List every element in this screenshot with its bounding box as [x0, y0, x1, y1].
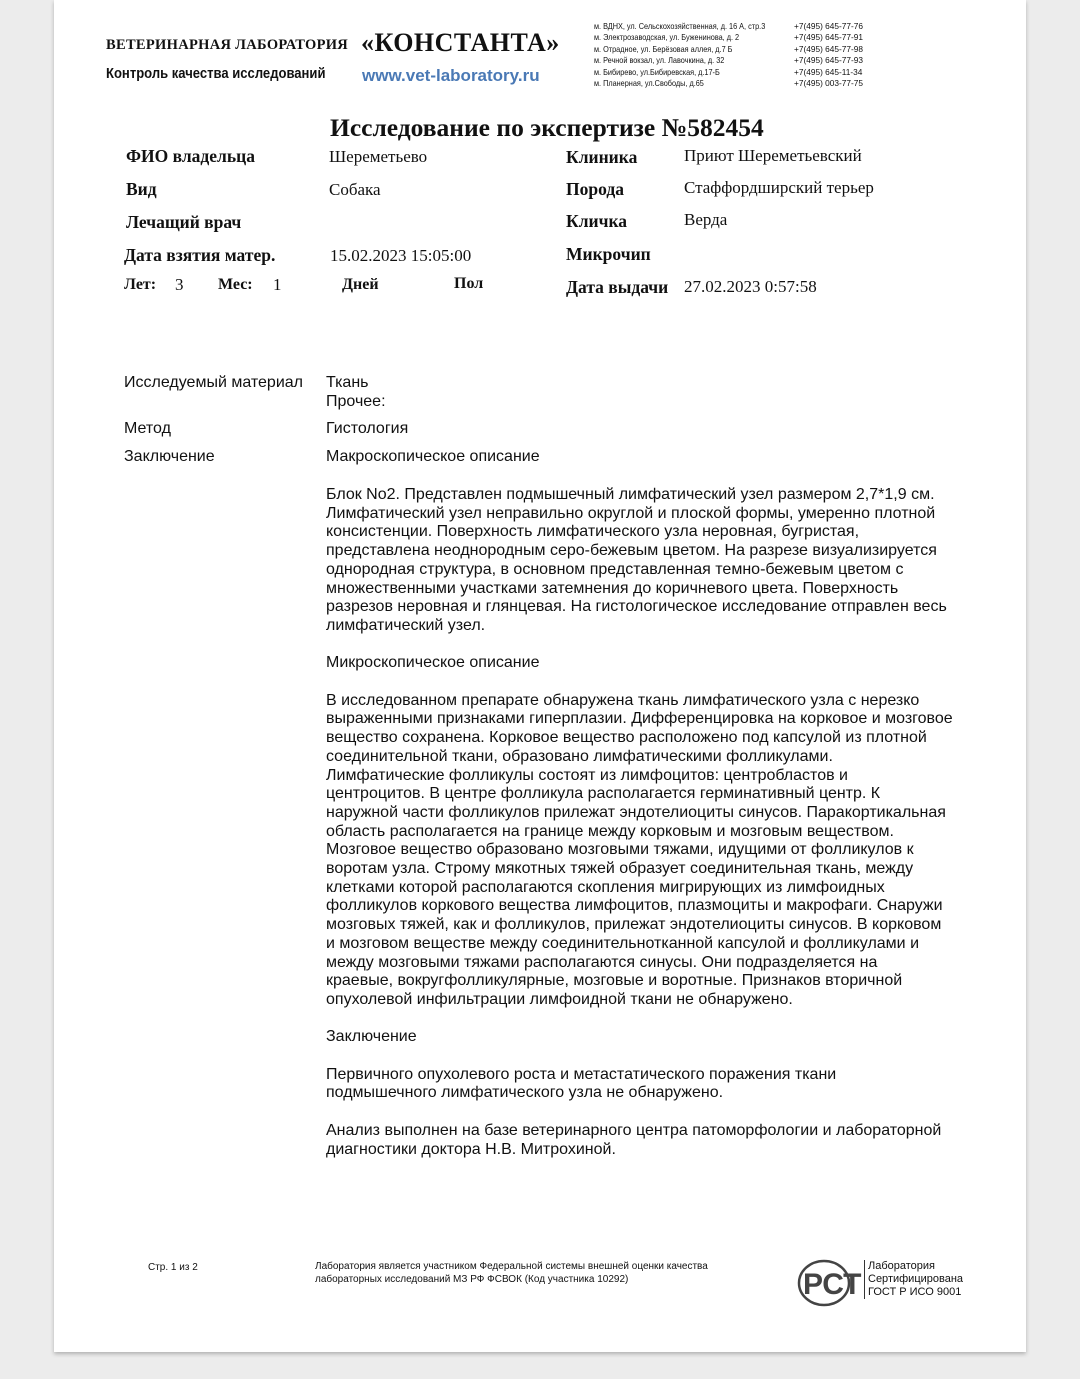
branch-item [594, 78, 874, 89]
cert-logo-text: РСТ [803, 1268, 862, 1301]
report-title: Исследование по экспертизе №582454 [330, 113, 764, 142]
doctor-label: Лечащий врач [126, 212, 242, 232]
text-line: воротам узла. Строму мякотных тяжей образует соединительная ткань, между [326, 860, 914, 878]
text-line: подмышечного лимфатического узла не обнаружено. [326, 1084, 724, 1102]
text-line: множественными участками затемнения до коричневого цвета. Поверхность [326, 579, 899, 597]
branch-item [594, 55, 874, 66]
text-line: вещество сохранена. Корковое вещество расположено под капсулой из плотной [326, 729, 927, 747]
findings-body [326, 477, 986, 1178]
text-line: однородная структура, в основном представленная темно-бежевым цветом с [326, 560, 904, 578]
chip-label: Микрочип [566, 244, 651, 264]
text-line: Лимфатические фолликулы состоят из лимфоцитов: центробластов и [326, 766, 848, 784]
micro-description [326, 692, 986, 1010]
certification-text [864, 1260, 963, 1299]
lab-website-link[interactable]: www.vet-laboratory.ru [362, 66, 540, 85]
text-line: выраженными признаками гиперплазии. Дифференцировка на корковое и мозговое [326, 710, 953, 728]
conclusion-heading: Заключение [326, 1028, 417, 1046]
material-label: Исследуемый материал [124, 374, 303, 391]
branch-item [594, 44, 874, 55]
sex-label: Пол [454, 275, 484, 292]
text-line: центроцитов. В центре фолликула располагается герминативный центр. К [326, 785, 881, 803]
branch-address: м. Речной вокзал, ул. Лавочкина, д. 32 [594, 55, 725, 66]
text-line: консистенции. Поверхность лимфатического узла неровная, бугристая, [326, 523, 860, 541]
branch-phone: +7(495) 645-77-93 [794, 55, 863, 66]
text-line: Лаборатория является участником Федеральной системы внешней оценки качества [315, 1261, 708, 1272]
material-other: Прочее: [326, 393, 386, 410]
branch-list [594, 21, 874, 89]
fsvok-note [315, 1261, 708, 1286]
lab-tagline: Контроль качества исследований [106, 66, 326, 82]
days-label: Дней [342, 276, 379, 293]
branch-item [594, 32, 874, 43]
branch-address: м. Отрадное, ул. Берёзовая аллея, д.7 Б [594, 43, 733, 54]
nickname-label: Кличка [566, 211, 628, 231]
branch-phone: +7(495) 645-77-91 [794, 32, 863, 43]
method-label: Метод [124, 420, 171, 437]
text-line: Лимфатический узел неправильно округлой и плоской формы, умеренно плотной [326, 504, 936, 522]
branch-item [594, 21, 874, 32]
text-line: наружной части фолликулов прилежат эндотелиоциты синусов. Паракортикальная [326, 803, 946, 821]
micro-heading: Микроскопическое описание [326, 654, 540, 672]
lab-name: ВЕТЕРИНАРНАЯ ЛАБОРАТОРИЯ [106, 37, 349, 53]
branch-item [594, 67, 874, 78]
conclusion-label: Заключение [124, 448, 215, 465]
text-line: Анализ выполнен на базе ветеринарного центра патоморфологии и лабораторной [326, 1121, 942, 1139]
issue-date-value: 27.02.2023 0:57:58 [684, 277, 817, 296]
text-line: соединительной ткани, образовано лимфатическими фолликулами. [326, 747, 833, 765]
species-value: Собака [329, 180, 381, 199]
owner-label: ФИО владельца [126, 146, 255, 166]
text-line: Лаборатория [868, 1260, 935, 1272]
certification-logo-icon [796, 1256, 862, 1310]
text-line: представлена неоднородным серо-бежевым цветом. На разрезе визуализируется [326, 542, 937, 560]
years-label: Лет: [124, 276, 157, 293]
text-line: опухолевой инфильтрации лимфоидной ткани не обнаружено. [326, 990, 793, 1008]
clinic-value: Приют Шереметьевский [684, 146, 862, 165]
text-line: область располагается на границе между корковым и мозговым веществом. [326, 822, 894, 840]
branch-phone: +7(495) 645-77-98 [794, 43, 863, 54]
macro-description [326, 486, 986, 636]
text-line: между мозговыми тяжами располагаются синусы. Они подразделяется на [326, 953, 878, 971]
branch-address: м. Планерная, ул.Свободы, д.65 [594, 77, 704, 88]
text-line: Сертифицирована [868, 1273, 964, 1285]
text-line: Мозговое вещество образовано мозговыми тяжами, идущими от фолликулов к [326, 841, 914, 859]
macro-heading: Макроскопическое описание [326, 448, 540, 465]
text-line: ГОСТ Р ИСО 9001 [868, 1286, 962, 1298]
text-line: лабораторных исследований МЗ РФ ФСВОК (Код участника 10292) [315, 1273, 629, 1285]
page-number: Стр. 1 из 2 [148, 1262, 198, 1273]
text-line: краевые, вокругфолликулярные, мозговые и воротные. Признаков вторичной [326, 972, 903, 990]
text-line: Первичного опухолевого роста и метастатического поражения ткани [326, 1065, 837, 1083]
branch-address: м. ВДНХ, ул. Сельскохозяйственная, д. 16 А, стр.3 [594, 21, 766, 31]
branch-address: м. Электрозаводская, ул. Буженинова, д. 2 [594, 32, 740, 43]
lab-note [326, 1122, 986, 1159]
text-line: В исследованном препарате обнаружена ткань лимфатического узла с нерезко [326, 691, 920, 709]
material-value: Ткань [326, 374, 369, 391]
months-label: Мес: [218, 276, 253, 293]
lab-brand: «КОНСТАНТА» [361, 28, 560, 57]
sample-date-label: Дата взятия матер. [124, 245, 276, 265]
clinic-label: Клиника [566, 147, 638, 167]
species-label: Вид [126, 179, 157, 199]
months-value: 1 [273, 275, 282, 294]
nickname-value: Верда [684, 210, 728, 229]
text-line: клетками которой располагаются скопления мигрирующих из лимфоидных [326, 878, 885, 896]
text-line: мозговых тяжей, как и фолликулов, прилежат эндотелиоциты синусов. В корковом [326, 916, 942, 934]
breed-value: Стаффордширский терьер [684, 178, 874, 197]
branch-phone: +7(495) 645-11-34 [794, 66, 863, 77]
text-line: лимфатический узел. [326, 616, 486, 634]
years-value: 3 [175, 275, 184, 294]
text-line: диагностики доктора Н.В. Митрохиной. [326, 1140, 616, 1158]
text-line: Блок No2. Представлен подмышечный лимфатический узел размером 2,7*1,9 см. [326, 486, 935, 503]
text-line: разрезов неровная и глянцевая. На гистологическое исследование отправлен весь [326, 598, 947, 616]
breed-label: Порода [566, 179, 624, 199]
sample-date-value: 15.02.2023 15:05:00 [330, 246, 472, 265]
conclusion-text [326, 1066, 986, 1103]
branch-address: м. Бибирево, ул.Бибиревская, д.17-Б [594, 66, 720, 77]
method-value: Гистология [326, 420, 409, 437]
text-line: и мозговом веществе между соединительнотканной капсулой и фолликулами и [326, 934, 919, 952]
issue-date-label: Дата выдачи [566, 277, 669, 297]
owner-value: Шереметьево [329, 147, 428, 166]
text-line: фолликулов коркового вещества лимфоцитов, плазмоциты и макрофаги. Снаружи [326, 897, 943, 915]
branch-phone: +7(495) 003-77-75 [794, 77, 863, 88]
branch-phone: +7(495) 645-77-76 [794, 21, 863, 31]
document-page [54, 0, 1026, 1352]
